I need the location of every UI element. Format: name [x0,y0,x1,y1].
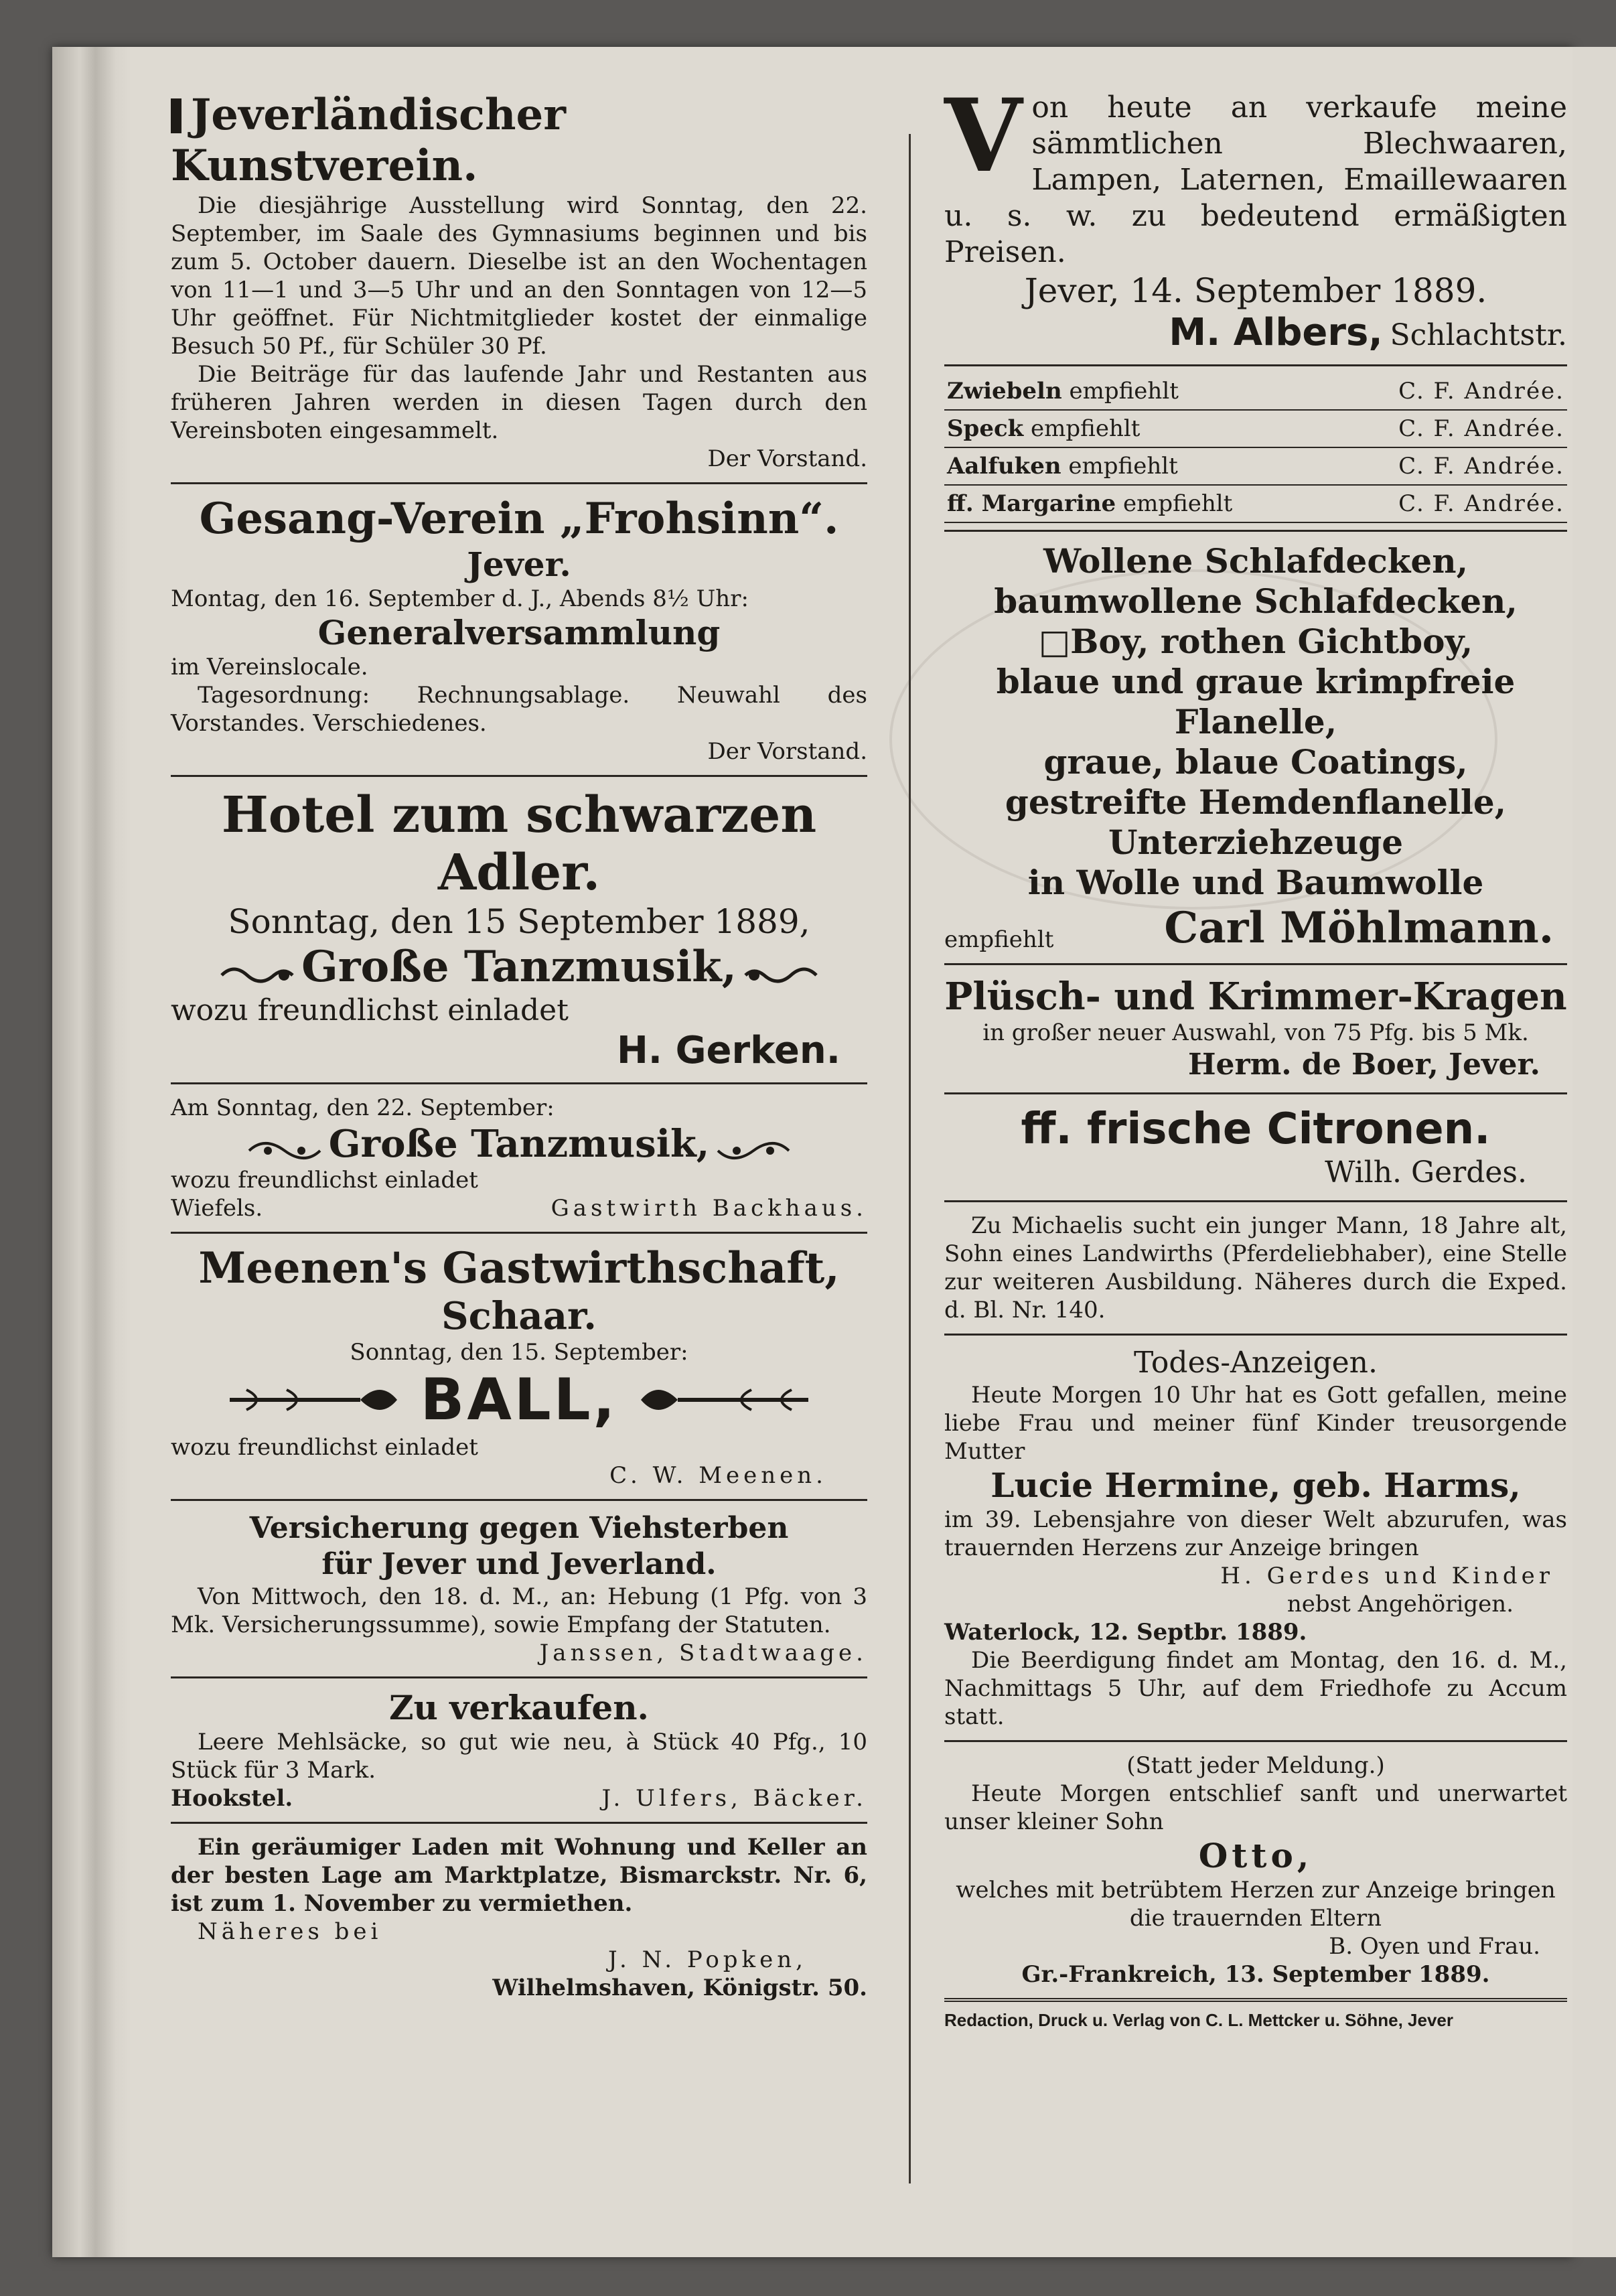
albers-dropcap: V [944,77,1023,195]
divider [171,1232,867,1234]
todes-place-date: Waterlock, 12. Septbr. 1889. [944,1619,1307,1646]
moehlmann-line: in Wolle und Baumwolle [1027,863,1484,902]
laden-text: Ein geräumiger Laden mit Wohnung und Keller an der besten Lage am Marktplatze, Bismarckstr. Nr. 6, ist zum 1. November zu vermiethen. [171,1834,867,1917]
ad-laden [171,1831,867,2005]
gesang-where: im Vereinslocale. [171,654,368,680]
meenen-event: BALL, [420,1366,618,1433]
price-item [944,373,1334,410]
adler-event: Große Tanzmusik, [301,942,737,992]
citronen-sign: Wilh. Gerdes. [1325,1155,1527,1190]
todes-sign2: nebst Angehörigen. [1287,1591,1514,1618]
moehlmann-line: Unterziehzeuge [1108,822,1404,862]
ad-wiefels [171,1091,867,1225]
citronen-title: ff. frische Citronen. [1021,1104,1491,1154]
laden-more: Näheres bei [198,1918,382,1945]
moehlmann-name: Carl Möhlmann. [1164,903,1554,953]
meenen-place: Schaar. [441,1294,597,1338]
ad-otto [944,1749,1567,1991]
price-item [944,410,1334,447]
divider [944,1740,1567,1742]
ad-zu-verkaufen [171,1685,867,1815]
adler-title: Hotel zum schwarzen Adler. [221,786,817,902]
imprint: Redaction, Druck u. Verlag von C. L. Mettcker u. Söhne, Jever [944,2010,1453,2030]
meenen-title: Meenen's Gastwirthschaft, [198,1243,840,1293]
ad-kunstverein [171,87,867,476]
wiefels-event: Große Tanzmusik, [328,1122,710,1166]
price-seller: C. F. Andrée. [1334,373,1567,410]
divider [171,1082,867,1084]
albers-date: Jever, 14. September 1889. [1024,271,1487,310]
double-divider [944,1998,1567,2002]
michaelis-text: Zu Michaelis sucht ein junger Mann, 18 Jahre alt, Sohn eines Landwirths (Pferdeliebhaber), eine Stelle zur weiteren Ausbildung. Näheres durch die Exped. d. Bl. Nr. 140. [944,1212,1567,1323]
otto-sign2: B. Oyen und Frau. [1329,1933,1540,1960]
moehlmann-line: baumwollene Schlafdecken, [994,581,1518,621]
ad-meenen [171,1240,867,1492]
meenen-date: Sonntag, den 15. September: [350,1339,688,1366]
otto-text2: welches mit betrübtem Herzen zur Anzeige bringen [956,1877,1556,1904]
book-gutter [52,47,131,2257]
verkaufen-text: Leere Mehlsäcke, so gut wie neu, à Stück 40 Pfg., 10 Stück für 3 Mark. [171,1729,867,1784]
price-row [944,447,1567,485]
ornament-left-icon [248,1136,321,1165]
price-item [944,447,1334,485]
albers-body [944,77,1567,271]
ad-versicherung [171,1508,867,1670]
versicherung-title2: für Jever und Jeverland. [321,1547,717,1581]
price-item-name: ff. Margarine [947,490,1116,517]
adler-date: Sonntag, den 15 September 1889, [228,902,810,941]
wiefels-host: Gastwirth Backhaus. [550,1195,867,1222]
verkaufen-sign: J. Ulfers, Bäcker. [601,1785,867,1812]
ornament-left-icon [220,960,294,990]
ornament-right-icon [744,960,818,990]
moehlmann-line: □Boy, rothen Gichtboy, [1038,622,1473,661]
todes-text2: im 39. Lebensjahre von dieser Welt abzurufen, was trauernden Herzens zur Anzeige bringen [944,1506,1567,1561]
right-column [944,77,1567,2031]
moehlmann-line: blaue und graue krimpfreie Flanelle, [996,662,1516,741]
divider [171,482,867,484]
todes-text: Heute Morgen 10 Uhr hat es Gott gefallen, meine liebe Frau und meiner fünf Kinder treusorgende Mutter [944,1382,1567,1465]
todes-title: Todes-Anzeigen. [1133,1346,1378,1380]
moehlmann-line: Wollene Schlafdecken, [1043,541,1469,581]
moehlmann-line: graue, blaue Coatings, [1043,742,1468,782]
price-item-name: Speck [947,415,1024,442]
albers-name: M. Albers, [1169,311,1383,354]
todes-name: Lucie Hermine, geb. Harms, [990,1465,1521,1505]
divider [944,1200,1567,1202]
otto-note: (Statt jeder Meldung.) [1126,1752,1385,1779]
verkaufen-title: Zu verkaufen. [389,1688,649,1727]
ad-kragen [944,972,1567,1086]
kragen-title: Plüsch- und Krimmer-Kragen [944,975,1567,1019]
kunstverein-p2: Die Beiträge für das laufende Jahr und Restanten aus früheren Jahren werden in diesen Tagen durch den Vereinsboten eingesammelt. [171,361,867,444]
ad-citronen [944,1101,1567,1194]
price-item-verb: empfiehlt [1068,453,1178,480]
ornament-right-icon [638,1376,812,1423]
todes-sign1: H. Gerdes und Kinder [1220,1563,1554,1589]
price-item-name: Aalfuken [947,453,1061,480]
gesang-date: Montag, den 16. September d. J., Abends 8½ Uhr: [171,585,749,612]
otto-text: Heute Morgen entschlief sanft und unerwartet unser kleiner Sohn [944,1780,1567,1835]
otto-sign1: die trauernden Eltern [1129,1905,1382,1932]
divider [171,1676,867,1678]
price-item [944,485,1334,522]
albers-street: Schlachtstr. [1390,318,1567,352]
divider [944,364,1567,366]
wiefels-invite: wozu freundlichst einladet [171,1167,478,1194]
gesang-agenda: Tagesordnung: Rechnungsablage. Neuwahl des Vorstandes. Verschiedenes. [171,682,867,737]
gesang-sign: Der Vorstand. [707,738,867,765]
column-rule [909,134,911,2183]
meenen-invite: wozu freundlichst einladet [171,1434,478,1461]
versicherung-sign: Janssen, Stadtwaage. [539,1640,867,1666]
price-item-name: Zwiebeln [947,378,1062,405]
kragen-text: in großer neuer Auswahl, von 75 Pfg. bis 5 Mk. [982,1019,1529,1046]
adler-invite: wozu freundlichst einladet [171,993,569,1027]
laden-addr: Wilhelmshaven, Königstr. 50. [492,1975,867,2001]
ad-todes [944,1342,1567,1733]
ad-gesang-verein [171,491,867,768]
gesang-title: Gesang-Verein „Frohsinn“. [199,494,839,544]
kragen-sign: Herm. de Boer, Jever. [1187,1048,1540,1082]
adler-host: H. Gerken. [616,1029,840,1072]
square-bullet-icon [171,98,181,133]
divider [171,775,867,777]
ad-title [171,90,867,192]
wiefels-date: Am Sonntag, den 22. September: [171,1094,555,1121]
ornament-left-icon [226,1376,400,1423]
albers-text: on heute an verkaufe meine sämmtlichen Blechwaaren, Lampen, Laternen, Emaillewaaren u. s. w. zu bedeutend ermäßigten Preisen. [944,90,1567,269]
versicherung-text: Von Mittwoch, den 18. d. M., an: Hebung (1 Pfg. von 3 Mk. Versicherungssumme), sowie Empfang der Statuten. [171,1583,867,1638]
price-item-verb: empfiehlt [1069,378,1179,405]
price-item-verb: empfiehlt [1031,415,1141,442]
next-page-edge [1572,47,1616,2257]
kunstverein-title: Jeverländischer Kunstverein. [171,90,566,191]
kunstverein-p1: Die diesjährige Ausstellung wird Sonntag, den 22. September, im Saale des Gymnasiums beginnen und bis zum 5. October dauern. Dieselbe ist an den Wochentagen von 11—1 und 3—5 Uhr und an den Sonntagen von 12—5 Uhr geöffnet. Für Nichtmitglieder kostet der einmalige Besuch 50 Pf., für Schüler 30 Pf. [171,192,867,360]
kunstverein-sign: Der Vorstand. [707,445,867,472]
price-row [944,373,1567,410]
otto-name: Otto, [1198,1836,1313,1875]
otto-place-date: Gr.-Frankreich, 13. September 1889. [1021,1961,1490,1988]
price-seller: C. F. Andrée. [1334,410,1567,447]
divider [944,1092,1567,1094]
divider [944,1334,1567,1336]
price-row [944,410,1567,447]
ad-hotel-adler [171,784,867,1076]
left-column [171,87,867,2005]
price-seller: C. F. Andrée. [1334,485,1567,522]
divider [944,963,1567,965]
meenen-host: C. W. Meenen. [609,1462,827,1489]
ornament-right-icon [717,1136,790,1165]
gesang-event: Generalversammlung [317,613,721,652]
ad-albers [944,77,1567,358]
todes-funeral: Die Beerdigung findet am Montag, den 16. d. M., Nachmittags 5 Uhr, auf dem Friedhofe zu Accum statt. [944,1647,1567,1730]
divider [171,1822,867,1824]
moehlmann-recommends: empfiehlt [944,926,1054,953]
ad-moehlmann [944,539,1567,956]
price-row [944,485,1567,522]
moehlmann-lines [944,541,1567,903]
versicherung-title1: Versicherung gegen Viehsterben [249,1511,789,1545]
ad-michaelis [944,1209,1567,1327]
moehlmann-line: gestreifte Hemdenflanelle, [1005,782,1507,822]
verkaufen-place: Hookstel. [171,1785,293,1812]
price-item-verb: empfiehlt [1122,490,1233,517]
gesang-place: Jever. [467,545,571,584]
wiefels-place: Wiefels. [171,1195,263,1222]
laden-name: J. N. Popken, [608,1946,807,1973]
divider [944,530,1567,532]
andree-price-list [944,373,1567,523]
price-seller: C. F. Andrée. [1334,447,1567,485]
divider [171,1499,867,1501]
